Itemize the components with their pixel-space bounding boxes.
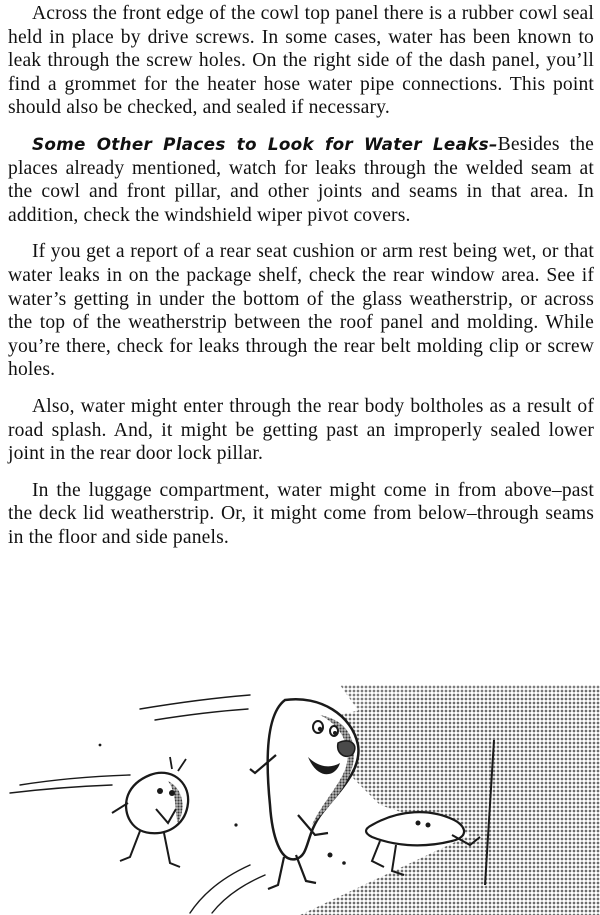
paragraph-luggage <box>8 479 594 550</box>
body-text <box>8 2 594 562</box>
paragraph-boltholes <box>8 395 594 466</box>
cartoon-water-drops-icon <box>0 685 600 915</box>
paragraph-text: Besides the places already mentioned, watch for leaks through the welded seam at the cowl and front pillar, and other joints and seams in that area. In addition, check the windshield wiper pivot covers. <box>8 133 594 226</box>
paragraph-text: If you get a report of a rear seat cushion or arm rest being wet, or that water leaks in on the package shelf, check the rear window area. See if water’s getting in under the bottom of the glass weatherstrip, or across the top of the weatherstrip between the roof panel and molding. While you’re there, check for leaks through the rear belt molding clip or screw holes. <box>8 241 594 381</box>
large-drop-character <box>250 699 358 889</box>
section-heading: Some Other Places to Look for Water Leaks– <box>32 133 498 154</box>
paragraph-text: In the luggage compartment, water might come in from above–past the deck lid weatherstrip. Or, it might come from below–through seams in the floor and side panels. <box>8 479 594 548</box>
paragraph-other-places <box>8 133 594 227</box>
small-drop-character <box>112 757 188 867</box>
paragraph-cowl-seal <box>8 2 594 120</box>
paragraph-text: Also, water might enter through the rear body boltholes as a result of road splash. And, it might be getting past an improperly sealed lower joint in the rear door lock pillar. <box>8 395 594 465</box>
paragraph-rear-window <box>8 240 594 382</box>
paragraph-text: Across the front edge of the cowl top panel there is a rubber cowl seal held in place by drive screws. In some cases, water has been known to leak through the screw holes. On the right side of the dash panel, you’ll find a grommet for the heater hose water pipe connections. This point should also be checked, and sealed if necessary. <box>8 3 594 119</box>
